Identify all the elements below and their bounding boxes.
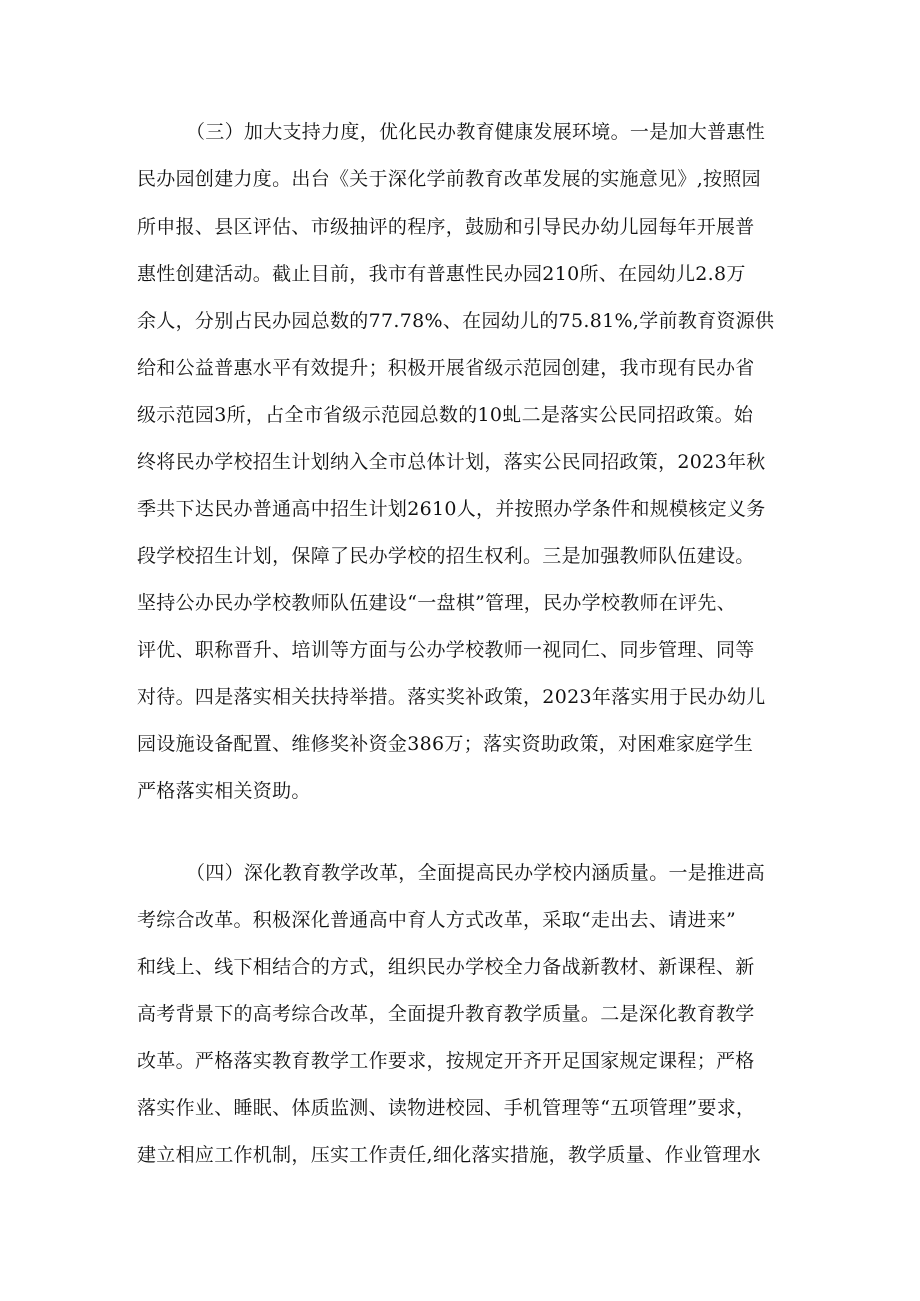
paragraph-4-line-7: 建立相应工作机制，压实工作责任,细化落实措施，教学质量、作业管理水: [137, 1144, 761, 1166]
paragraph-3-line-11: 坚持公办民办学校教师队伍建设“一盘棋”管理，民办学校教师在评先、: [137, 592, 737, 614]
paragraph-3-line-2: 民办园创建力度。出台《关于深化学前教育改革发展的实施意见》,按照园: [137, 168, 761, 190]
paragraph-3-line-8: 终将民办学校招生计划纳入全市总体计划，落实公民同招政策，2023年秋: [137, 451, 766, 473]
paragraph-3-line-14: 园设施设备配置、维修奖补资金386万；落实资助政策，对困难家庭学生: [137, 733, 754, 755]
paragraph-3-line-4: 惠性创建活动。截止目前，我市有普惠性民办园210所、在园幼儿2.8万: [137, 263, 746, 285]
paragraph-3-line-3: 所申报、县区评估、市级抽评的程序，鼓励和引导民办幼儿园每年开展普: [137, 216, 755, 238]
paragraph-3-line-9: 季共下达民办普通高中招生计划2610人，并按照办学条件和规模核定义务: [137, 498, 766, 520]
paragraph-3-line-15: 严格落实相关资助。: [137, 780, 311, 802]
paragraph-3-line-5: 余人，分别占民办园总数的77.78%、在园幼儿的75.81%,学前教育资源供: [137, 310, 775, 332]
paragraph-4-line-4: 高考背景下的高考综合改革，全面提升教育教学质量。二是深化教育教学: [137, 1003, 755, 1025]
paragraph-3-line-13: 对待。四是落实相关扶持举措。落实奖补政策，2023年落实用于民办幼儿: [137, 686, 766, 708]
paragraph-3-line-7: 级示范园3所，占全市省级示范园总数的10虬二是落实公民同招政策。始: [137, 404, 754, 426]
paragraph-3-line-1: （三）加大支持力度，优化民办教育健康发展环境。一是加大普惠性: [186, 121, 766, 143]
paragraph-4-line-6: 落实作业、睡眠、体质监测、读物进校园、手机管理等“五项管理”要求，: [137, 1097, 756, 1119]
paragraph-4-line-3: 和线上、线下相结合的方式，组织民办学校全力备战新教材、新课程、新: [137, 956, 755, 978]
paragraph-3-line-10: 段学校招生计划，保障了民办学校的招生权利。三是加强教师队伍建设。: [137, 545, 755, 567]
paragraph-3-line-6: 给和公益普惠水平有效提升；积极开展省级示范园创建，我市现有民办省: [137, 357, 755, 379]
paragraph-4-line-5: 改革。严格落实教育教学工作要求，按规定开齐开足国家规定课程；严格: [137, 1050, 755, 1072]
paragraph-4-line-1: （四）深化教育教学改革，全面提高民办学校内涵质量。一是推进高: [186, 862, 766, 884]
paragraph-3-line-12: 评优、职称晋升、培训等方面与公办学校教师一视同仁、同步管理、同等: [137, 639, 755, 661]
paragraph-4-line-2: 考综合改革。积极深化普通高中育人方式改革，采取“走出去、请进来”: [137, 909, 737, 931]
